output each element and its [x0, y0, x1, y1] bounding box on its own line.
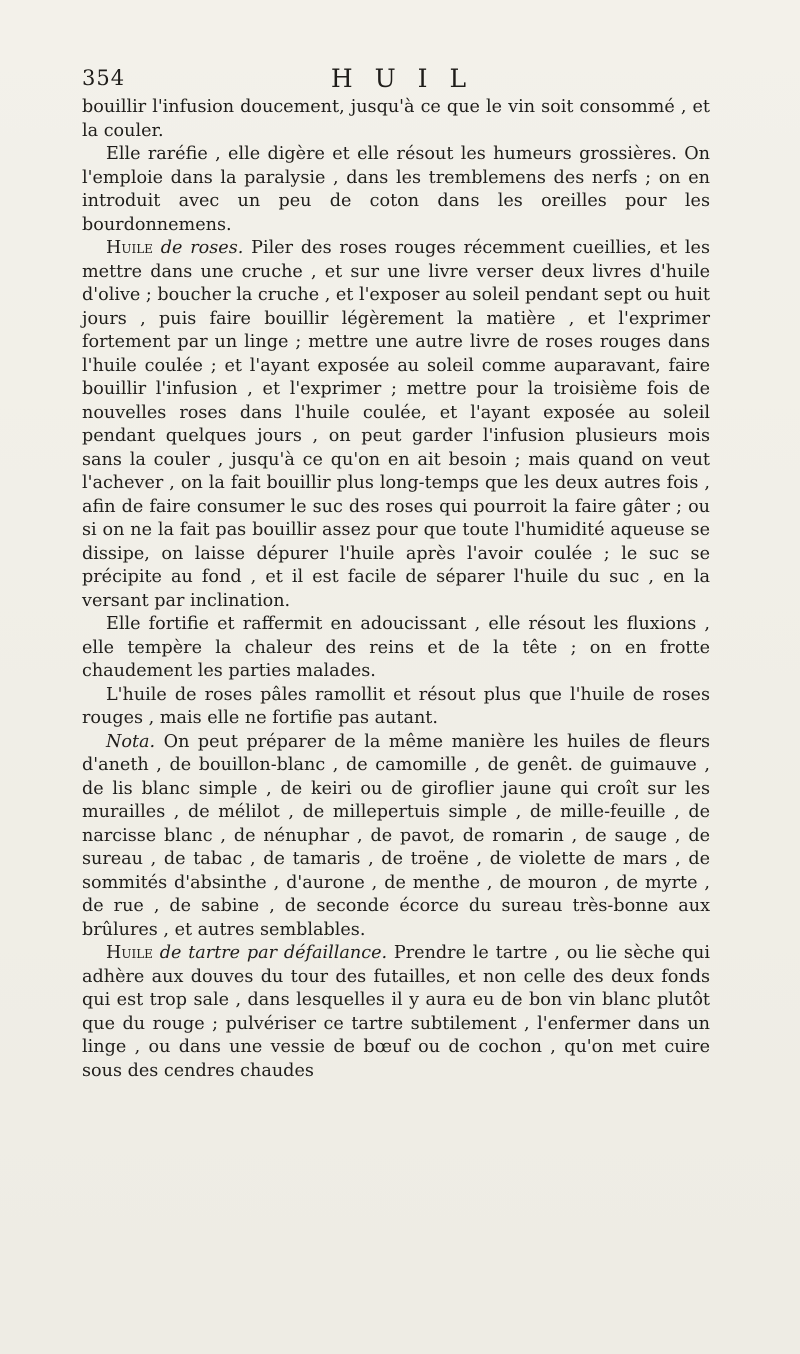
paragraph-text: Prendre le tartre , ou lie sèche qui adhère aux douves du tour des futailles, et non celle des deux fonds qui est trop sale , dans lesquelles il y aura eu de bon vin blanc plutôt que du rouge ; pulvériser ce tartre subtilement , l'enfermer dans un linge , ou dans une vessie de bœuf ou de cochon , qu'on met cuire sous des cendres chaudes [82, 943, 710, 1081]
nota-label: Nota. [106, 731, 156, 752]
paragraph [82, 684, 710, 731]
paragraph-continuation [82, 96, 710, 143]
paragraph-text: On peut préparer de la même manière les huiles de fleurs d'aneth , de bouillon-blanc , de camomille , de genêt. de guimauve , de lis blanc simple , de keiri ou de giroflier jaune qui croît sur les murailles , de mélilot , de millepertuis simple , de mille-feuille , de narcisse blanc , de nénuphar , de pavot, de romarin , de sauge , de sureau , de tabac , de tamaris , de troëne , de violette de mars , de sommités d'absinthe , d'aurone , de menthe , de mouron , de myrte , de rue , de sabine , de seconde écorce du sureau très-bonne aux brûlures , et autres semblables. [82, 731, 711, 940]
page-number: 354 [82, 66, 126, 90]
entry-heading: Huile [106, 238, 153, 258]
paragraph-text: Piler des roses rouges récemment cueillies, et les mettre dans une cruche , et sur une livre verser deux livres d'huile d'olive ; boucher la cruche , et l'exposer au soleil pendant sept ou huit jours , puis faire bouillir légèrement la matière , et l'exprimer fortement par un linge ; mettre une autre livre de roses rouges dans l'huile coulée ; et l'ayant exposée au soleil comme auparavant, faire bouillir l'infusion , et l'exprimer ; mettre pour la troisième fois de nouvelles roses dans l'huile coulée, et l'ayant exposée au soleil pendant quelques jours , on peut garder l'infusion plusieurs mois sans la couler , jusqu'à ce qu'on en ait besoin ; mais quand on veut l'achever , on la fait bouillir plus long-temps que les deux autres fois , afin de faire consumer le suc des roses qui pourroit la faire gâter ; ou si on ne la fait pas bouillir assez pour que toute l'humidité aqueuse se dissipe, on laisse dépurer l'huile après l'avoir coulée ; le suc se précipite au fond , et il est facile de séparer l'huile du suc , en la versant par inclination. [82, 238, 710, 611]
entry-huile-de-tartre [82, 942, 710, 1083]
body-text [82, 96, 710, 1083]
paragraph-text: bouillir l'infusion doucement, jusqu'à ce que le vin soit consommé , et la couler. [82, 97, 710, 141]
running-head: H U I L [330, 64, 474, 93]
paragraph-text: Elle fortifie et raffermit en adoucissant , elle résout les fluxions , elle tempère la chaleur des reins et de la tête ; on en frotte chaudement les parties malades. [82, 614, 710, 681]
entry-huile-de-roses [82, 237, 710, 613]
entry-heading-italic: de tartre par défaillance. [159, 943, 388, 963]
paragraph [82, 613, 710, 684]
paragraph-text: Elle raréfie , elle digère et elle résout les humeurs grossières. On l'emploie dans la paralysie , dans les tremblemens des nerfs ; on en introduit avec un peu de coton dans les oreilles pour les bourdonnemens. [82, 144, 710, 235]
entry-heading-italic: de roses. [160, 238, 244, 258]
paragraph [82, 143, 710, 237]
paragraph-text: L'huile de roses pâles ramollit et résout plus que l'huile de roses rouges , mais elle ne fortifie pas autant. [82, 684, 710, 728]
entry-heading: Huile [106, 943, 153, 963]
nota-paragraph [82, 731, 710, 943]
